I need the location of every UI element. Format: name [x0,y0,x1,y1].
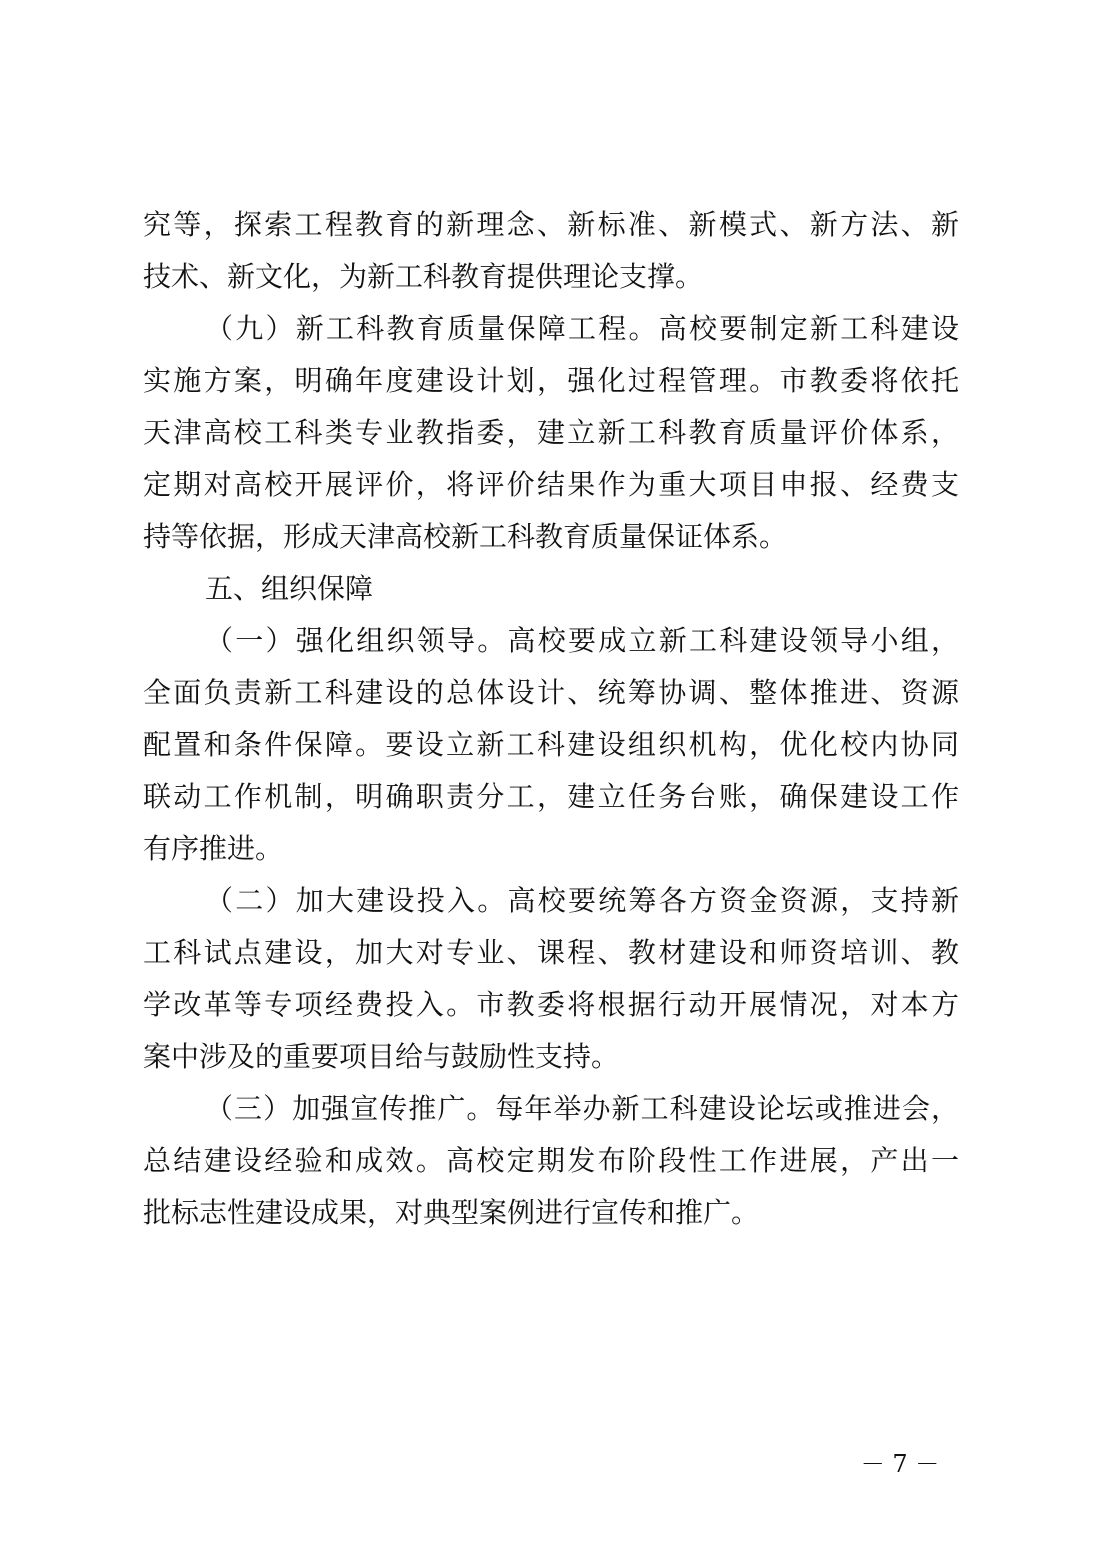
section-heading: 五、组织保障 [205,572,374,605]
text-line: 持等依据，形成天津高校新工科教育质量保证体系。 [143,520,788,553]
text-line: 批标志性建设成果，对典型案例进行宣传和推广。 [143,1196,760,1229]
text-line: 技术、新文化，为新工科教育提供理论支撑。 [143,260,704,293]
paragraph-start-line: （二）加大建设投入。高校要统筹各方资金资源，支持新 [205,884,959,917]
text-line: 联动工作机制，明确职责分工，建立任务台账，确保建设工作 [143,780,959,813]
text-line: 天津高校工科类专业教指委，建立新工科教育质量评价体系， [143,416,959,449]
text-line: 总结建设经验和成效。高校定期发布阶段性工作进展，产出一 [143,1144,959,1177]
text-line: 有序推进。 [143,832,284,865]
text-line: 定期对高校开展评价，将评价结果作为重大项目申报、经费支 [143,468,959,501]
paragraph-start-line: （一）强化组织领导。高校要成立新工科建设领导小组， [205,624,959,657]
text-line: 全面负责新工科建设的总体设计、统筹协调、整体推进、资源 [143,676,959,709]
text-line: 实施方案，明确年度建设计划，强化过程管理。市教委将依托 [143,364,959,397]
paragraph-start-line: （九）新工科教育质量保障工程。高校要制定新工科建设 [205,312,959,345]
paragraph-start-line: （三）加强宣传推广。每年举办新工科建设论坛或推进会， [205,1092,959,1125]
page-number: － 7 － [860,1450,940,1478]
text-line: 工科试点建设，加大对专业、课程、教材建设和师资培训、教 [143,936,959,969]
text-line: 学改革等专项经费投入。市教委将根据行动开展情况，对本方 [143,988,959,1021]
text-line: 案中涉及的重要项目给与鼓励性支持。 [143,1040,620,1073]
text-line: 配置和条件保障。要设立新工科建设组织机构，优化校内协同 [143,728,959,761]
text-line: 究等，探索工程教育的新理念、新标准、新模式、新方法、新 [143,208,959,241]
